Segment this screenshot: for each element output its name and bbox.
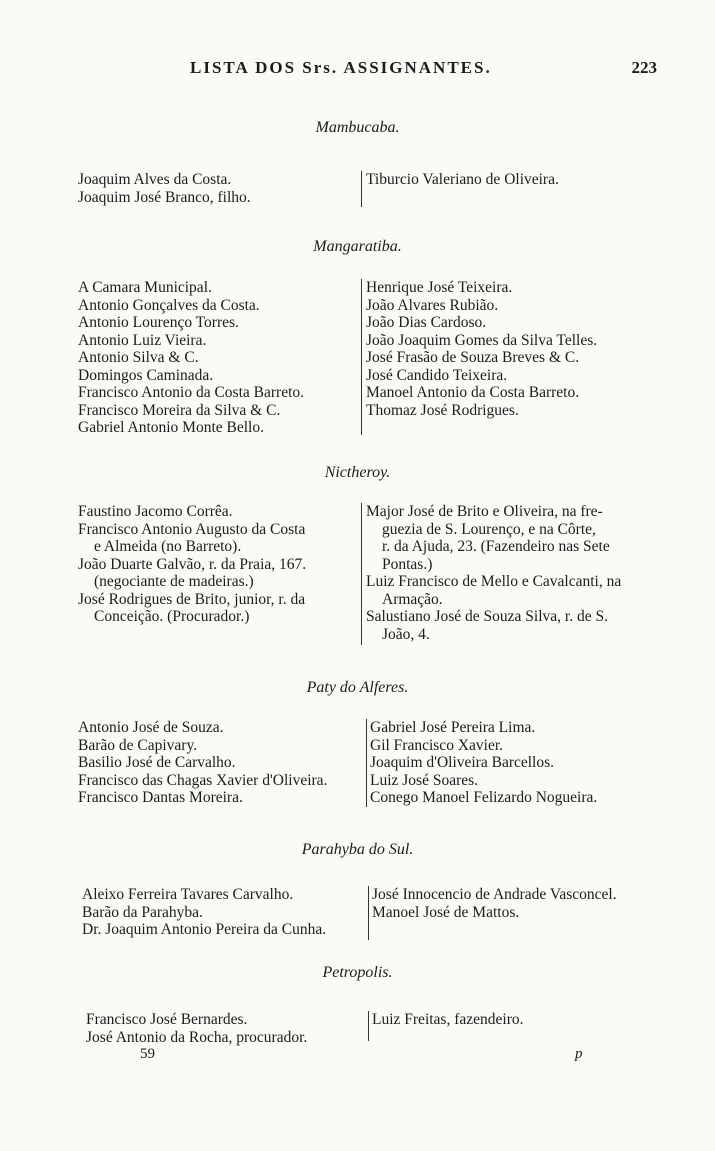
list-item: Basilio José de Carvalho. bbox=[78, 754, 236, 771]
section-paty-do-alferes bbox=[0, 719, 715, 809]
list-item: Manoel José de Mattos. bbox=[372, 903, 520, 921]
left-column bbox=[78, 719, 366, 807]
list-item: Francisco Dantas Moreira. bbox=[78, 789, 243, 806]
list-item: Antonio Silva & C. bbox=[78, 349, 199, 366]
list-item: Joaquim José Branco, filho. bbox=[78, 188, 251, 206]
list-item: Francisco Moreira da Silva & C. bbox=[78, 401, 281, 419]
list-item: Major José de Brito e Oliveira, na fre- bbox=[366, 503, 603, 520]
right-column bbox=[372, 886, 662, 921]
section-nictheroy bbox=[0, 503, 715, 645]
left-column bbox=[78, 171, 360, 206]
list-item: João Dias Cardoso. bbox=[366, 314, 487, 331]
list-item: Luiz José Soares. bbox=[370, 771, 479, 789]
list-item: Francisco Antonio Augusto da Costa bbox=[78, 520, 306, 538]
right-column bbox=[366, 279, 656, 419]
page-title: LISTA DOS Srs. ASSIGNANTES. bbox=[190, 58, 492, 77]
list-item: Luiz Freitas, fazendeiro. bbox=[372, 1011, 524, 1028]
list-item: Faustino Jacomo Corrêa. bbox=[78, 503, 233, 520]
right-column bbox=[370, 719, 660, 807]
left-column bbox=[86, 1011, 368, 1046]
list-item: Antonio Lourenço Torres. bbox=[78, 314, 239, 331]
list-item: Dr. Joaquim Antonio Pereira da Cunha. bbox=[82, 921, 327, 938]
list-item: Barão de Capivary. bbox=[78, 736, 198, 754]
list-item: Gabriel Antonio Monte Bello. bbox=[78, 419, 264, 436]
list-item: João Duarte Galvão, r. da Praia, 167. bbox=[78, 555, 307, 573]
section-title-mambucaba: Mambucaba. bbox=[315, 119, 400, 136]
list-item: José Antonio da Rocha, procurador. bbox=[86, 1028, 308, 1046]
section-mangaratiba bbox=[0, 279, 715, 437]
list-item: José Rodrigues de Brito, junior, r. da bbox=[78, 590, 306, 608]
page-header bbox=[0, 58, 715, 82]
list-item: A Camara Municipal. bbox=[78, 279, 212, 296]
list-item: Joaquim d'Oliveira Barcellos. bbox=[370, 754, 555, 771]
list-item: João Joaquim Gomes da Silva Telles. bbox=[366, 331, 598, 349]
list-item-continuation: r. da Ajuda, 23. (Fazendeiro nas Sete bbox=[382, 538, 610, 555]
section-title-petropolis: Petropolis. bbox=[322, 964, 393, 981]
list-item: Antonio Luiz Vieira. bbox=[78, 331, 207, 349]
right-column bbox=[372, 1011, 662, 1029]
section-title-mangaratiba: Mangaratiba. bbox=[313, 238, 402, 255]
list-item: Salustiano José de Souza Silva, r. de S. bbox=[366, 608, 608, 625]
list-item: Francisco Antonio da Costa Barreto. bbox=[78, 384, 304, 401]
column-divider bbox=[368, 1011, 369, 1041]
list-item: Thomaz José Rodrigues. bbox=[366, 401, 519, 419]
list-item: Henrique José Teixeira. bbox=[366, 279, 513, 296]
list-item: Antonio Gonçalves da Costa. bbox=[78, 296, 260, 314]
column-divider bbox=[361, 503, 362, 645]
list-item-continuation: e Almeida (no Barreto). bbox=[94, 538, 242, 555]
list-item-continuation: (negociante de madeiras.) bbox=[94, 573, 254, 590]
list-item-continuation: guezia de S. Lourenço, e na Côrte, bbox=[382, 520, 596, 538]
list-item: João Alvares Rubião. bbox=[366, 296, 499, 314]
column-divider bbox=[368, 886, 369, 940]
section-title-nictheroy: Nictheroy. bbox=[324, 464, 391, 481]
list-item: Francisco José Bernardes. bbox=[86, 1011, 248, 1028]
list-item-continuation: João, 4. bbox=[382, 625, 430, 643]
column-divider bbox=[361, 171, 362, 207]
left-column bbox=[78, 279, 360, 437]
list-item: Tiburcio Valeriano de Oliveira. bbox=[366, 171, 559, 188]
list-item: Gil Francisco Xavier. bbox=[370, 736, 504, 754]
section-title-parahyba-do-sul: Parahyba do Sul. bbox=[301, 841, 414, 858]
section-mambucaba bbox=[0, 171, 715, 207]
list-item-continuation: Pontas.) bbox=[382, 555, 433, 573]
column-divider bbox=[361, 279, 362, 435]
list-item: José Innocencio de Andrade Vasconcel. bbox=[372, 886, 617, 903]
list-item: José Frasão de Souza Breves & C. bbox=[366, 349, 580, 366]
section-parahyba-do-sul bbox=[0, 886, 715, 940]
list-item: José Candido Teixeira. bbox=[366, 366, 508, 384]
list-item: Gabriel José Pereira Lima. bbox=[370, 719, 536, 736]
list-item-continuation: Conceição. (Procurador.) bbox=[94, 608, 250, 625]
section-petropolis bbox=[0, 1011, 715, 1047]
right-column bbox=[366, 503, 656, 643]
list-item: Domingos Caminada. bbox=[78, 366, 214, 384]
left-column bbox=[78, 503, 360, 626]
list-item: Conego Manoel Felizardo Nogueira. bbox=[370, 789, 598, 806]
section-title-paty-do-alferes: Paty do Alferes. bbox=[306, 679, 409, 696]
list-item-continuation: Armação. bbox=[382, 590, 443, 608]
catchword-mark: p bbox=[575, 1046, 583, 1062]
page-number: 223 bbox=[631, 58, 657, 77]
column-divider bbox=[366, 719, 367, 807]
list-item: Manoel Antonio da Costa Barreto. bbox=[366, 384, 580, 401]
list-item: Barão da Parahyba. bbox=[82, 903, 203, 921]
left-column bbox=[82, 886, 368, 939]
list-item: Luiz Francisco de Mello e Cavalcanti, na bbox=[366, 573, 622, 590]
list-item: Aleixo Ferreira Tavares Carvalho. bbox=[82, 886, 294, 903]
right-column bbox=[366, 171, 656, 189]
signature-mark: 59 bbox=[140, 1046, 155, 1062]
list-item: Francisco das Chagas Xavier d'Oliveira. bbox=[78, 771, 328, 789]
list-item: Antonio José de Souza. bbox=[78, 719, 224, 736]
list-item: Joaquim Alves da Costa. bbox=[78, 171, 232, 188]
